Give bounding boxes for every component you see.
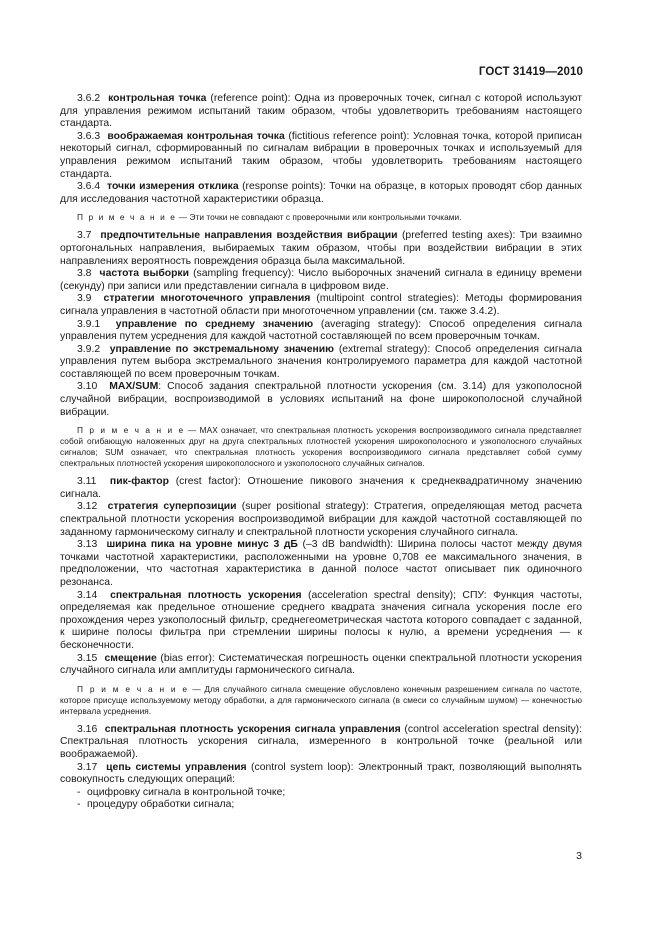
term: управление по среднему значению xyxy=(115,318,314,330)
term: воображаемая контрольная точка xyxy=(107,130,285,142)
term: контрольная точка xyxy=(108,93,207,104)
definition-3-13 xyxy=(60,539,582,589)
definition-3-9-2 xyxy=(60,344,582,382)
note-text: — Эти точки не совпадают с проверочными или контрольными точками. xyxy=(176,212,462,223)
term: частота выборки xyxy=(99,268,190,280)
term: предпочтительные направления воздействия вибрации xyxy=(100,230,398,242)
definition-text: (control acceleration spectral density): Спектральная плотность ускорения сигнала, измеренного в контрольной точке (реальной или воображаемой). xyxy=(60,723,583,760)
note-3 xyxy=(60,684,582,717)
clause-number: 3.17 xyxy=(77,761,98,773)
note-label: П р и м е ч а н и е xyxy=(77,425,185,436)
definition-text: (response points): Точки на образце, в которых проводят сбор данных для исследования частотной характеристики образца. xyxy=(60,181,582,205)
clause-number: 3.9.1 xyxy=(77,318,101,330)
definition-3-9-1 xyxy=(60,319,582,344)
term: спектральная плотность ускорения сигнала управления xyxy=(104,723,401,735)
list-item-text: процедуру обработки сигнала; xyxy=(87,799,235,811)
note-text: — MAX означает, что спектральная плотность ускорения воспроизводимого сигнала представляет собой огибающую наложенных друг на друга спектральных плотностей ускорения широкополосного и узкополосного случайных сигналов; SUM означает, что спектральная плотность ускорения воспроизводимого сигнала представляет собой сумму спектральных плотностей ускорения широкополосного и узкополосного случайных сигналов. xyxy=(60,425,582,469)
definition-3-6-4 xyxy=(60,181,582,206)
term: управление по экстремальному значению xyxy=(109,343,335,355)
definition-text: (fictitious reference point): Условная точка, которой приписан некоторый сигнал, сформированный по сигналам вибрации в проверочных точках и используемый для управления режимом испытаний таким образом, чтобы удовлетворить требованиям настоящего стандарта. xyxy=(60,130,582,180)
definition-3-8 xyxy=(60,268,582,293)
note-label: П р и м е ч а н и е xyxy=(77,683,189,694)
term: точки измерения отклика xyxy=(107,181,239,193)
definition-text: (super positional strategy): Стратегия, определяющая метод расчета спектральной плотности ускорения воспроизводимой вибрации для каждой частотной составляющей по заданному гармоническому сигналу и спектральной плотности ускорения случайного сигнала. xyxy=(60,501,582,538)
list-item-text: оцифровку сигнала в контрольной точке; xyxy=(87,786,286,798)
definition-3-6-3 xyxy=(60,131,582,181)
definition-text: (control system loop): Электронный тракт, позволяющий выполнять совокупность следующих операций: xyxy=(60,761,582,786)
list-item xyxy=(60,799,582,812)
clause-number: 3.14 xyxy=(77,589,98,601)
definition-text: (–3 dB bandwidth): Ширина полосы частот между двумя точками частотной характеристики, расположенными на уровне 0,708 ее максимального значения, в предположении, что частотная характеристика в данной полосе частот описывает пик одиночного резонанса. xyxy=(60,539,582,588)
definition-text: (preferred testing axes): Три взаимно ортогональных направления, выбираемых таким образом, чтобы при воздействии вибрации в этих направлениях вероятность повреждения образца была максимальной. xyxy=(60,230,582,267)
clause-number: 3.7 xyxy=(77,230,92,242)
definition-3-9 xyxy=(60,293,582,318)
clause-number: 3.11 xyxy=(77,476,97,488)
list-dash: - xyxy=(77,799,81,811)
definition-text: : Способ задания спектральной плотности ускорения (см. 3.14) для узкополосной случайной вибрации, воспроизводимой в условиях испытаний на фоне широкополосной случайной вибрации. xyxy=(60,381,582,418)
list-dash: - xyxy=(77,786,81,798)
clause-number: 3.9 xyxy=(77,293,92,305)
page-number: 3 xyxy=(576,850,582,862)
definition-text: (extremal strategy): Способ определения сигнала управления путем выбора экстремального значения контролируемого параметра для каждой частотной составляющей по всем проверочным точкам. xyxy=(60,343,583,380)
definition-text: (sampling frequency): Число выборочных значений сигнала в единицу времени (секунду) при записи или представлении сигнала в цифровом виде. xyxy=(60,268,582,292)
document-header: ГОСТ 31419—2010 xyxy=(478,66,583,78)
term: смещение xyxy=(104,652,157,664)
clause-number: 3.6.4 xyxy=(77,181,101,193)
list-item xyxy=(60,787,582,800)
definition-3-17 xyxy=(60,762,582,787)
definition-3-11 xyxy=(60,476,582,501)
note-1 xyxy=(60,212,582,223)
clause-number: 3.15 xyxy=(77,652,98,664)
definition-3-12 xyxy=(60,501,582,539)
definition-3-6-2 xyxy=(60,93,582,131)
definition-3-16 xyxy=(60,724,582,762)
note-text: — Для случайного сигнала смещение обусловлено конечным разрешением сигнала по частоте, которое присуще используемому методу обработки, а для гармонического сигнала (в смеси со случайным шумом) — конечностью интервала усреднения. xyxy=(60,683,582,716)
clause-number: 3.8 xyxy=(77,268,92,280)
definition-text: (averaging strategy): Способ определения сигнала управления путем усреднения для каждой частотной составляющей по всем проверочным точкам. xyxy=(60,318,582,343)
clause-number: 3.12 xyxy=(77,501,98,513)
note-label: П р и м е ч а н и е xyxy=(77,212,177,223)
term: стратегии многоточечного управления xyxy=(103,293,311,305)
definition-3-14 xyxy=(60,590,582,653)
definition-text: (bias error): Систематическая погрешность оценки спектральной плотности ускорения случайного сигнала или амплитуды гармонического сигнала. xyxy=(60,652,582,677)
term: стратегия суперпозиции xyxy=(107,501,237,513)
note-2 xyxy=(60,425,582,469)
definition-text: (crest factor): Отношение пикового значения к среднеквадратичному значению сигнала. xyxy=(60,476,583,500)
term: MAX/SUM xyxy=(109,381,159,393)
document-body xyxy=(60,93,582,812)
clause-number: 3.6.2 xyxy=(77,93,101,104)
definition-3-10 xyxy=(60,381,582,419)
clause-number: 3.9.2 xyxy=(77,343,101,355)
clause-number: 3.16 xyxy=(77,723,98,735)
clause-number: 3.13 xyxy=(77,539,98,551)
operations-list xyxy=(60,787,582,812)
definition-text: (multipoint control strategies): Методы формирования сигнала управления в частотной области при многоточечном управлении (см. также 3.4.2). xyxy=(60,293,582,317)
definition-text: (acceleration spectral density); СПУ: Функция частоты, определяемая как предельное отношение среднего квадрата значения сигнала ускорения после его прохождения через узкополосный фильтр, среднегеометрическая частота которого совпадает с заданной, к ширине полосы фильтра при стремлении ширины полосы к нулю, а времени усреднения — к бесконечности. xyxy=(60,589,582,651)
clause-number: 3.6.3 xyxy=(77,130,101,142)
definition-text: (reference point): Одна из проверочных точек, сигнал с которой используют для управления режимом испытаний таким образом, чтобы удовлетворить требованиям настоящего стандарта. xyxy=(60,93,582,130)
term: пик-фактор xyxy=(109,476,169,488)
term: спектральная плотность ускорения xyxy=(110,589,302,601)
clause-number: 3.10 xyxy=(77,381,98,393)
definition-3-15 xyxy=(60,653,582,678)
definition-3-7 xyxy=(60,230,582,268)
term: ширина пика на уровне минус 3 дБ xyxy=(106,539,298,551)
term: цепь системы управления xyxy=(106,761,247,773)
